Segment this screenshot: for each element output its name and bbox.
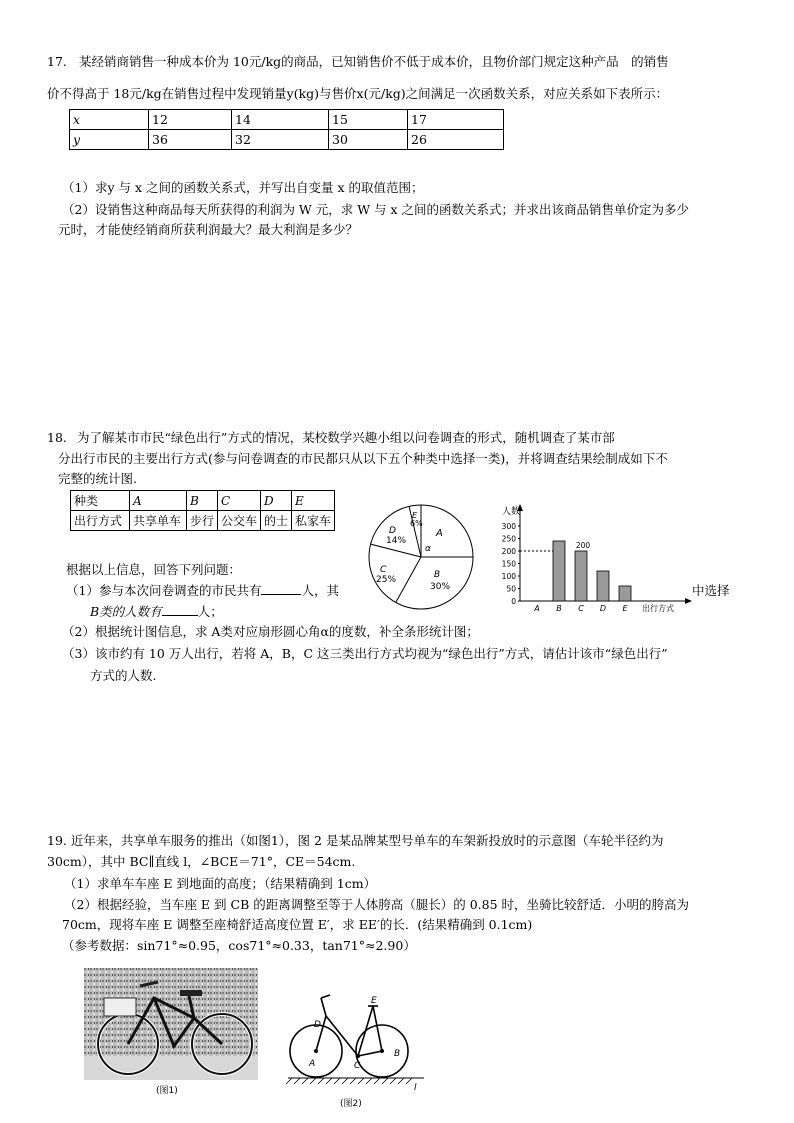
table-row xyxy=(71,491,335,511)
x-tick-label: C xyxy=(578,604,584,613)
table-cell: C xyxy=(218,491,261,511)
q17-sub2b: 元时，才能使经销商所获利润最大？最大利润是多少？ xyxy=(58,222,359,237)
q18-sub1d: 人； xyxy=(197,604,223,619)
q18-line2: 分出行市民的主要出行方式(参与问卷调查的市民都只从以下五个种类中选择一类)，并将调查结果绘制成如下不 xyxy=(58,451,668,466)
point-c-label: C xyxy=(354,1061,361,1071)
answer-blank[interactable] xyxy=(162,615,198,616)
table-cell: 的士 xyxy=(261,511,292,531)
point-e-label: E xyxy=(371,996,377,1006)
q19-sub2a: （2）根据经验，当车座 E 到 CB 的距离调整至等于人体胯高（腿长）的 0.85 时，坐骑比较舒适．小明的胯高为 xyxy=(64,897,690,912)
pie-label-a: A xyxy=(436,528,443,539)
y-tick-label: 100 xyxy=(501,572,516,581)
q18-category-table xyxy=(70,490,335,531)
table-cell: 公交车 xyxy=(218,511,261,531)
q19-sub2b: 70cm，现将车座 E 调整至座椅舒适高度位置 E′，求 EE′的长．(结果精确到 0.1cm) xyxy=(62,917,533,932)
x-tick-label: A xyxy=(534,604,540,613)
q18-sub1-side: 中选择 xyxy=(692,583,730,598)
pie-chart xyxy=(364,500,480,616)
pie-alpha: α xyxy=(425,544,431,554)
x-tick-label: E xyxy=(622,604,628,613)
table-cell: E xyxy=(292,491,335,511)
pie-percent-c: 25% xyxy=(376,575,397,585)
table-cell: B xyxy=(187,491,218,511)
q17-price-volume-table xyxy=(69,109,504,150)
table-cell: 30 xyxy=(329,130,408,150)
q18-sub3a: （3）该市约有 10 万人出行，若将 A，B，C 这三类出行方式均视为“绿色出行”方式，请估计该市“绿色出行” xyxy=(62,646,668,661)
y-tick-label: 300 xyxy=(501,522,516,531)
q18-sub2: （2）根据统计图信息，求 A类对应扇形圆心角α的度数，补全条形统计图； xyxy=(62,624,479,639)
table-row xyxy=(71,511,335,531)
table-cell: A xyxy=(130,491,187,511)
table-cell: 共享单车 xyxy=(130,511,187,531)
bar-chart xyxy=(496,498,706,616)
bar-d xyxy=(597,571,609,601)
q19-line2: 30cm），其中 BC∥直线 l，∠BCE＝71°，CE＝54cm. xyxy=(47,854,356,869)
pie-percent-d: 14% xyxy=(386,536,407,546)
x-axis-arrow-icon xyxy=(685,598,692,604)
bike-photo xyxy=(84,968,258,1080)
y-axis-label: 人数 xyxy=(502,507,521,517)
pie-label-e: E xyxy=(412,511,418,520)
table-cell: x xyxy=(70,110,149,130)
y-tick-label: 50 xyxy=(506,584,516,594)
q19-sub1: （1）求单车车座 E 到地面的高度；（结果精确到 1cm） xyxy=(64,876,377,891)
table-cell: 17 xyxy=(408,110,504,130)
q18-sub1a: （1）参与本次问卷调查的市民共有 xyxy=(66,583,262,598)
y-tick-label: 0 xyxy=(511,597,516,606)
q17-number: 17. xyxy=(47,54,67,69)
table-row xyxy=(70,110,504,130)
q19-ref: （参考数据：sin71°≈0.95，cos71°≈0.33，tan71°≈2.90） xyxy=(62,938,416,953)
q17-line2: 价不得高于 18元/kg在销售过程中发现销量y(kg)与售价x(元/kg)之间满足一次函数关系，对应关系如下表所示： xyxy=(47,86,669,101)
y-tick-label: 250 xyxy=(501,534,516,544)
table-cell: 种类 xyxy=(71,491,130,511)
pie-percent-e: 6% xyxy=(410,519,423,528)
bar-c xyxy=(575,551,587,601)
q17-line1: 某经销商销售一种成本价为 10元/kg的商品，已知销售价不低于成本价，且物价部门规定这种产品 的销售 xyxy=(79,54,669,69)
y-tick-label: 200 xyxy=(501,547,516,556)
x-tick-label: B xyxy=(556,604,562,613)
pie-label-c: C xyxy=(380,565,387,575)
table-cell: 私家车 xyxy=(292,511,335,531)
x-tick-label: D xyxy=(599,604,607,613)
q18-sub1c: B类的人数有 xyxy=(90,604,162,619)
table-row xyxy=(70,130,504,150)
pie-label-b: B xyxy=(434,570,441,580)
bar-data-label: 200 xyxy=(575,541,591,550)
table-cell: 32 xyxy=(232,130,329,150)
bar-b xyxy=(553,541,565,601)
q18-number: 18. xyxy=(47,430,67,445)
q18-sub1-line2 xyxy=(90,604,223,620)
q18-line3: 完整的统计图. xyxy=(58,471,137,486)
point-a-label: A xyxy=(309,1059,316,1069)
q18-intro: 根据以上信息，回答下列问题： xyxy=(66,562,242,577)
answer-blank[interactable] xyxy=(261,594,301,595)
y-tick-label: 150 xyxy=(501,559,516,569)
q18-sub1-line1 xyxy=(66,583,339,599)
fig1-caption: (图1) xyxy=(156,1086,178,1096)
table-cell: 出行方式 xyxy=(71,511,130,531)
q17-sub1: （1）求y 与 x 之间的函数关系式，并写出自变量 x 的取值范围； xyxy=(62,180,424,195)
table-cell: 步行 xyxy=(187,511,218,531)
bike-diagram xyxy=(284,990,434,1100)
q17-sub2a: （2）设销售这种商品每天所获得的利润为 W 元，求 W 与 x 之间的函数关系式；并求出该商品销售单价定为多少 xyxy=(62,202,690,217)
table-cell: 12 xyxy=(149,110,232,130)
q18-sub3b: 方式的人数. xyxy=(90,668,157,683)
point-b-label: B xyxy=(394,1049,401,1059)
table-cell: 15 xyxy=(329,110,408,130)
q19-line1: 19. 近年来，共享单车服务的推出（如图1），图 2 是某品牌某型号单车的车架新投放时的示意图（车轮半径约为 xyxy=(47,833,664,848)
table-cell: 14 xyxy=(232,110,329,130)
point-d-label: D xyxy=(314,1020,321,1030)
q18-line1: 为了解某市市民“绿色出行”方式的情况，某校数学兴趣小组以问卷调查的形式，随机调查了某市部 xyxy=(77,430,615,445)
fig2-caption: (图2) xyxy=(340,1099,362,1109)
table-cell: 26 xyxy=(408,130,504,150)
table-cell: y xyxy=(70,130,149,150)
q18-sub1b: 人，其 xyxy=(301,583,339,598)
table-cell: D xyxy=(261,491,292,511)
table-cell: 36 xyxy=(149,130,232,150)
pie-label-d: D xyxy=(389,526,396,536)
pie-percent-b: 30% xyxy=(430,582,451,592)
bar-e xyxy=(619,586,631,601)
x-axis-label: 出行方式 xyxy=(642,604,674,613)
line-l-label: l xyxy=(414,1083,417,1093)
